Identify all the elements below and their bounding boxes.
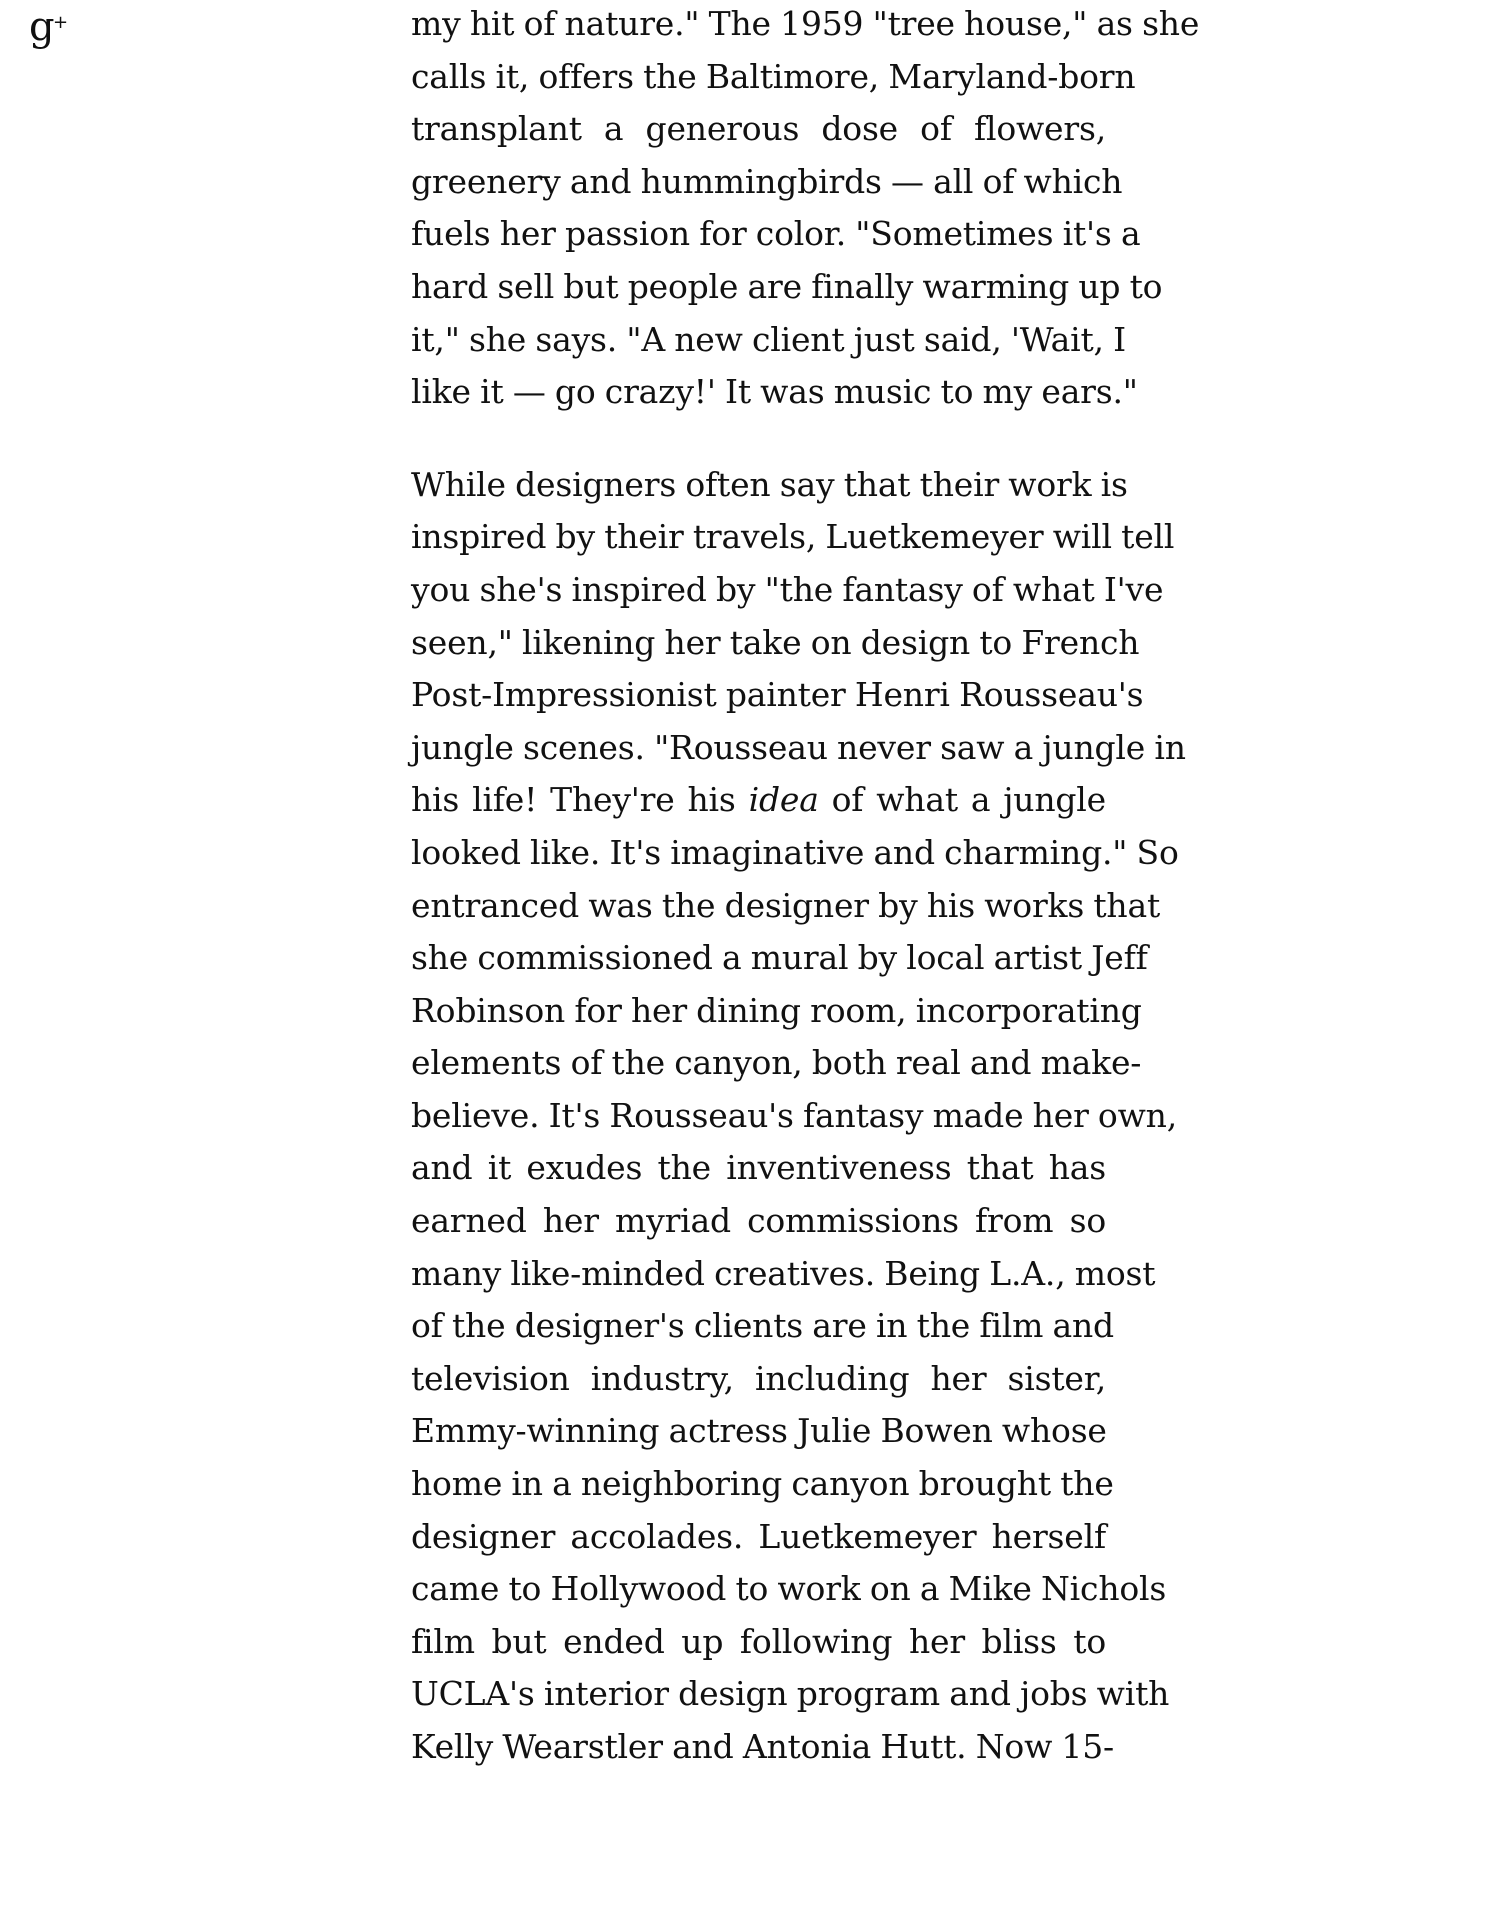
- text-line: Emmy-winning actress Julie Bowen whose: [411, 1411, 1107, 1451]
- text-line: While designers often say that their work is: [411, 464, 1128, 504]
- text-line: greenery and hummingbirds — all of which: [411, 161, 1123, 201]
- text-line: my hit of nature." The 1959 "tree house," as she: [411, 4, 1200, 43]
- text-line: earned her myriad commissions from so: [411, 1201, 1106, 1241]
- article-paragraph: [411, 459, 1186, 1774]
- text-line: came to Hollywood to work on a Mike Nichols: [411, 1569, 1167, 1609]
- text-line: Kelly Wearstler and Antonia Hutt. Now 15-: [411, 1727, 1114, 1766]
- text-line: film but ended up following her bliss to: [411, 1621, 1106, 1661]
- text-line: UCLA's interior design program and jobs with: [411, 1674, 1170, 1714]
- emphasized-word: idea: [748, 780, 819, 820]
- google-plus-icon: [28, 6, 74, 52]
- text-line: transplant a generous dose of flowers,: [411, 109, 1106, 149]
- google-plus-share-button[interactable]: [28, 6, 74, 52]
- text-line: fuels her passion for color. "Sometimes it's a: [411, 214, 1141, 254]
- text-line: Post-Impressionist painter Henri Rousseau's: [411, 675, 1144, 715]
- text-line: and it exudes the inventiveness that has: [411, 1148, 1106, 1188]
- text-line: you she's inspired by "the fantasy of what I've: [411, 569, 1164, 609]
- article-paragraph: [411, 0, 1200, 419]
- text-line: like it — go crazy!' It was music to my ears.": [411, 372, 1138, 412]
- text-line: inspired by their travels, Luetkemeyer will tell: [411, 517, 1175, 557]
- text-line: looked like. It's imaginative and charming." So: [411, 832, 1179, 872]
- text-line: entranced was the designer by his works that: [411, 885, 1161, 925]
- text-segment: of what a jungle: [818, 780, 1106, 820]
- svg-text:g: g: [29, 6, 55, 50]
- text-segment: his life! They're his: [411, 780, 749, 820]
- text-line: it," she says. "A new client just said, 'Wait, I: [411, 319, 1126, 359]
- text-line: television industry, including her sister,: [411, 1358, 1106, 1398]
- text-line: hard sell but people are finally warming up to: [411, 266, 1163, 306]
- article-body: [411, 0, 1200, 1814]
- text-line: elements of the canyon, both real and make-: [411, 1043, 1142, 1083]
- text-line: home in a neighboring canyon brought the: [411, 1464, 1114, 1504]
- text-line: believe. It's Rousseau's fantasy made her own,: [411, 1095, 1177, 1135]
- svg-text:+: +: [53, 12, 69, 33]
- text-line: Robinson for her dining room, incorporating: [411, 990, 1142, 1030]
- text-line: jungle scenes. "Rousseau never saw a jungle in: [411, 727, 1186, 767]
- text-line: of the designer's clients are in the film and: [411, 1306, 1114, 1346]
- text-line: designer accolades. Luetkemeyer herself: [411, 1516, 1106, 1556]
- text-line-with-emphasis: [411, 774, 1106, 827]
- text-line: calls it, offers the Baltimore, Maryland-born: [411, 56, 1136, 96]
- text-line: many like-minded creatives. Being L.A., most: [411, 1253, 1156, 1293]
- text-line: seen," likening her take on design to French: [411, 622, 1140, 662]
- text-line: she commissioned a mural by local artist Jeff: [411, 938, 1148, 978]
